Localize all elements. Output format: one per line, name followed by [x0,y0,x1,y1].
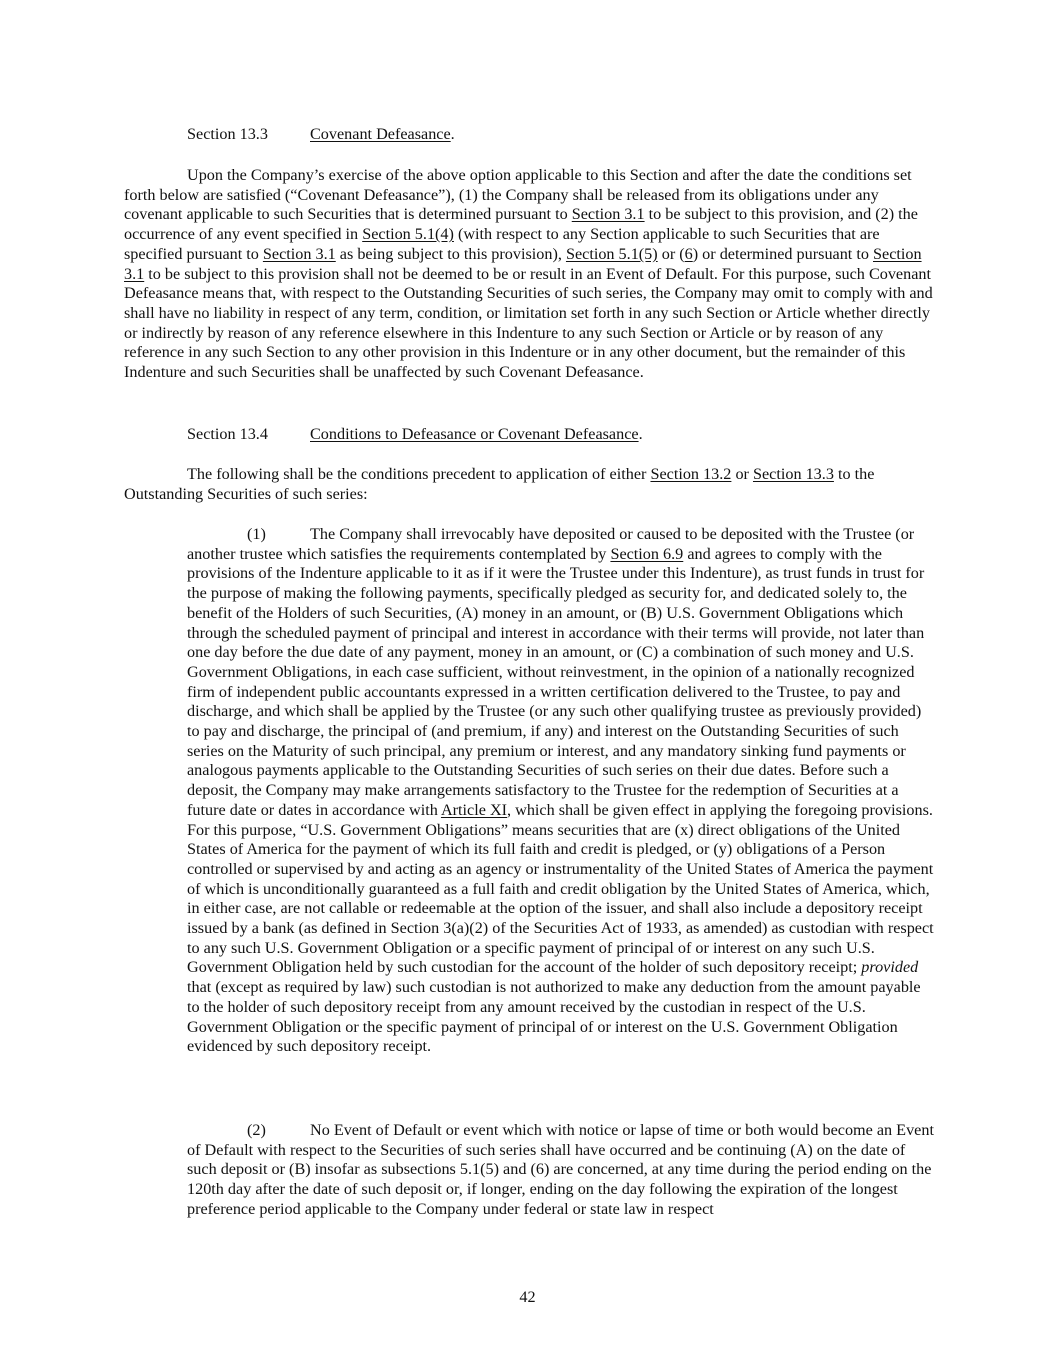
cross-reference-link: Section 6.9 [610,544,684,563]
text-run: or [731,465,753,483]
text-run: as being subject to this provision), [335,244,566,263]
cross-reference-link: Section 5.1(4) [362,225,454,244]
cross-reference-link: Section 3.1 [124,244,922,283]
text-run: , which shall be given effect in applying the foregoing provisions. For this purpose, “U.S. Government Obligations” means securities that are (x) direct obligations of the United States of America for the payment of which its full faith and credit is pledged, or (y) obligations of a Person controlled or supervised by and acting as an agency or instrumentality of the United States of America the payment of which is unconditionally guaranteed as a full faith and credit obligation by the United States of America, which, in either case, are not callable or redeemable at the option of the issuer, and shall also include a depository receipt issued by a bank (as defined in Section 3(a)(2) of the Securities Act of 1933, as amended) as custodian with respect to any such U.S. Government Obligation or a specific payment of principal of or interest on any such U.S. Government Obligation held by such custodian for the account of the holder of such depository receipt; [187,800,934,977]
cross-reference-link: 6 [684,244,693,263]
text-run: (with respect to any Section applicable to such Securities that are specified pursuant to [124,225,880,263]
section-13-3-body [124,166,934,383]
section-13-4-number: Section 13.4 [187,425,268,443]
condition-item-2 [187,1121,935,1220]
section-13-3-title: Covenant Defeasance [310,125,451,143]
section-13-4-title: Conditions to Defeasance or Covenant Defeasance [310,425,639,443]
italic-term: provided [861,958,919,977]
section-13-4-intro [124,465,934,504]
text-run: No Event of Default or event which with notice or lapse of time or both would become an Event of Default with respect to the Securities of such series shall have occurred and be continuing (A) on the date of such deposit or (B) insofar as subsections 5.1(5) and (6) are concerned, at any time during the period ending on the 120th day after the date of such deposit or, if longer, ending on the day following the expiration of the longest preference period applicable to the Company under federal or state law in respect [187,1121,934,1218]
cross-reference-link: Section 13.3 [752,465,834,483]
text-run: that (except as required by law) such custodian is not authorized to make any deduction from the amount payable to the holder of such depository receipt from any amount received by the custodian in respect of the U.S. Government Obligation or the specific payment of principal of or interest on the U.S. Government Obligation evidenced by such depository receipt. [187,978,921,1056]
condition-item-1 [187,525,935,1057]
condition-item-2-label: (2) [247,1121,266,1139]
text-run: or ( [657,244,685,263]
text-run: ) or determined pursuant to [692,244,873,263]
text-run: The Company shall irrevocably have deposited or caused to be deposited with the Trustee (or another trustee which satisfies the requirements contemplated by [187,525,915,563]
cross-reference-link: Section 3.1 [262,244,336,263]
section-13-4-heading: Section 13.4 Conditions to Defeasance or Covenant Defeasance. [187,425,643,443]
text-run: to be subject to this provision, and (2) the occurrence of any event specified in [124,205,918,244]
condition-item-1-label: (1) [247,525,266,543]
page-number: 42 [519,1288,536,1306]
cross-reference-link: Article XI [440,800,508,819]
cross-reference-link: Section 13.2 [650,465,732,483]
cross-reference-link: Section 3.1 [571,205,645,224]
text-run: Upon the Company’s exercise of the above option applicable to this Section and after the date the conditions set forth below are satisfied (“Covenant Defeasance”), (1) the Company shall be released from its obligations under any covenant applicable to such Securities that is determined pursuant to [124,166,912,224]
condition-item-1-text [187,525,934,1055]
text-run: and agrees to comply with the provisions of the Indenture applicable to it as if it were the Trustee under this Indenture), as trust funds in trust for the purpose of making the following payments, specifically pledged as security for, and dedicated solely to, the benefit of the Holders of such Securities, (A) money in an amount, or (B) U.S. Government Obligations which through the scheduled payment of principal and interest in accordance with their terms will provide, not later than one day before the due date of any payment, money in an amount, or (C) a combination of such money and U.S. Government Obligations, in each case sufficient, without reinvestment, in the opinion of a nationally recognized firm of independent public accountants expressed in a written certification delivered to the Trustee, to pay and discharge, and which shall be applied by the Trustee (or any such other qualifying trustee as previously provided) to pay and discharge, the principal of (and premium, if any) and interest on the Outstanding Securities of such series on the Maturity of such principal, any premium or interest, and any mandatory sinking fund payments or analogous payments applicable to the Outstanding Securities of such series on their due dates. Before such a deposit, the Company may make arrangements satisfactory to the Trustee for the redemption of Securities at a future date or dates in accordance with [187,544,925,819]
text-run: The following shall be the conditions precedent to application of either [187,465,651,483]
text-run: to the Outstanding Securities of such series: [124,465,875,503]
text-run: to be subject to this provision shall not be deemed to be or result in an Event of Default. For this purpose, such Covenant Defeasance means that, with respect to the Outstanding Securities of such series, the Company may omit to comply with and shall have no liability in respect of any term, condition, or limitation set forth in any such Section or Article whether directly or indirectly by reason of any reference elsewhere in this Indenture to any such Section or Article or by reason of any reference in any such Section to any other provision in this Indenture or in any other document, but the remainder of this Indenture and such Securities shall be unaffected by such Covenant Defeasance. [124,264,933,382]
section-13-3-number: Section 13.3 [187,125,268,143]
section-13-3-heading: Section 13.3 Covenant Defeasance. [187,125,455,143]
cross-reference-link: Section 5.1(5) [565,244,658,263]
